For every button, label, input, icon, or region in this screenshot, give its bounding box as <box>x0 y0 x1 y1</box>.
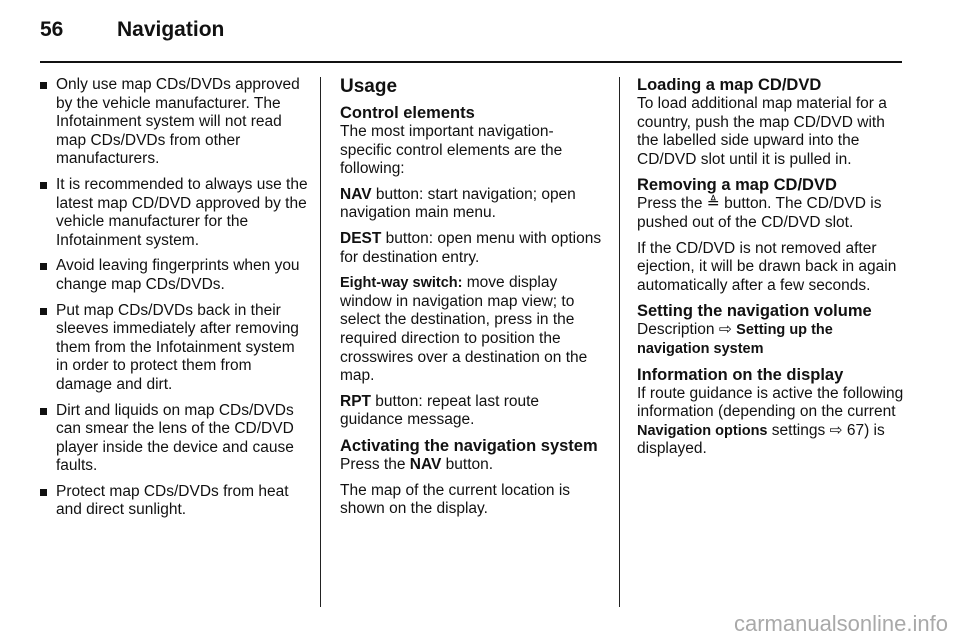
eight-way-key-label: Eight-way switch: <box>340 275 463 292</box>
info-text: If route guidance is active the following information (depending on the current Navigation options settings ⇨ 67) is displayed. <box>637 384 904 458</box>
dest-key-label: DEST <box>340 229 382 247</box>
list-item: Only use map CDs/DVDs approved by the vehicle manufacturer. The Infotainment system will not read map CDs/DVDs from other manufacturers. <box>40 76 308 169</box>
column-divider-1 <box>320 77 321 607</box>
nav-key-label: NAV <box>340 185 372 203</box>
column-middle <box>340 76 602 526</box>
bullet-square-icon <box>40 308 47 315</box>
column-right <box>637 76 905 466</box>
loading-heading: Loading a map CD/DVD <box>637 76 822 94</box>
list-item: Protect map CDs/DVDs from heat and direct sunlight. <box>40 483 308 520</box>
bullet-square-icon <box>40 263 47 270</box>
removing-heading: Removing a map CD/DVD <box>637 176 837 195</box>
control-elements-heading: Control elements <box>340 104 475 122</box>
page-title: Navigation <box>117 18 225 41</box>
control-intro: The most important navigation-specific control elements are the following: <box>340 123 563 178</box>
removing-text: Press the ≜ button. The CD/DVD is pushed out of the CD/DVD slot. <box>637 195 882 231</box>
dest-button-desc: DEST button: open menu with options for destination entry. <box>340 229 602 266</box>
bullet-square-icon <box>40 489 47 496</box>
eight-way-switch-desc: Eight-way switch: move display window in navigation map view; to select the destination, press in the required direction to position the crosswires over a destination on the map. <box>340 274 588 385</box>
bullet-square-icon <box>40 182 47 189</box>
nav-key-label: NAV <box>409 455 442 473</box>
list-item: Put map CDs/DVDs back in their sleeves immediately after removing them from the Infotainment system in order to protect them from damage and dirt. <box>40 302 308 395</box>
volume-heading: Setting the navigation volume <box>637 302 872 321</box>
activating-heading: Activating the navigation system <box>340 436 598 455</box>
navigation-options-label: Navigation options <box>637 422 768 439</box>
volume-reference-link[interactable]: Setting up the navigation system <box>637 322 833 357</box>
page-number: 56 <box>40 18 64 41</box>
eject-icon: ≜ <box>706 195 720 213</box>
bullet-list <box>40 76 308 520</box>
bullet-square-icon <box>40 82 47 89</box>
column-left <box>40 76 308 527</box>
header-rule <box>40 61 902 63</box>
removing-text-2: If the CD/DVD is not removed after ejection, it will be drawn back in again automatically after a few seconds. <box>637 239 897 294</box>
bullet-square-icon <box>40 408 47 415</box>
reference-arrow-icon: ⇨ <box>718 321 732 339</box>
list-item: Avoid leaving fingerprints when you change map CDs/DVDs. <box>40 257 308 294</box>
list-item: It is recommended to always use the latest map CD/DVD approved by the vehicle manufacturer for the Infotainment system. <box>40 176 308 250</box>
activating-text: Press the NAV button. <box>340 455 494 473</box>
loading-text: To load additional map material for a country, push the map CD/DVD with the labelled side upward into the CD/DVD slot until it is pulled in. <box>637 95 887 168</box>
nav-button-desc: NAV button: start navigation; open navigation main menu. <box>340 185 576 222</box>
column-divider-2 <box>619 77 620 607</box>
usage-heading: Usage <box>340 76 398 97</box>
info-heading: Information on the display <box>637 365 844 384</box>
reference-arrow-icon: ⇨ <box>829 421 843 439</box>
map-shown-text: The map of the current location is shown on the display. <box>340 481 571 518</box>
rpt-key-label: RPT <box>340 392 371 410</box>
list-item: Dirt and liquids on map CDs/DVDs can smear the lens of the CD/DVD player inside the device and cause faults. <box>40 402 308 476</box>
volume-text: Description ⇨ Setting up the navigation system <box>637 321 833 357</box>
watermark: carmanualsonline.info <box>733 611 948 636</box>
rpt-button-desc: RPT button: repeat last route guidance message. <box>340 392 540 429</box>
